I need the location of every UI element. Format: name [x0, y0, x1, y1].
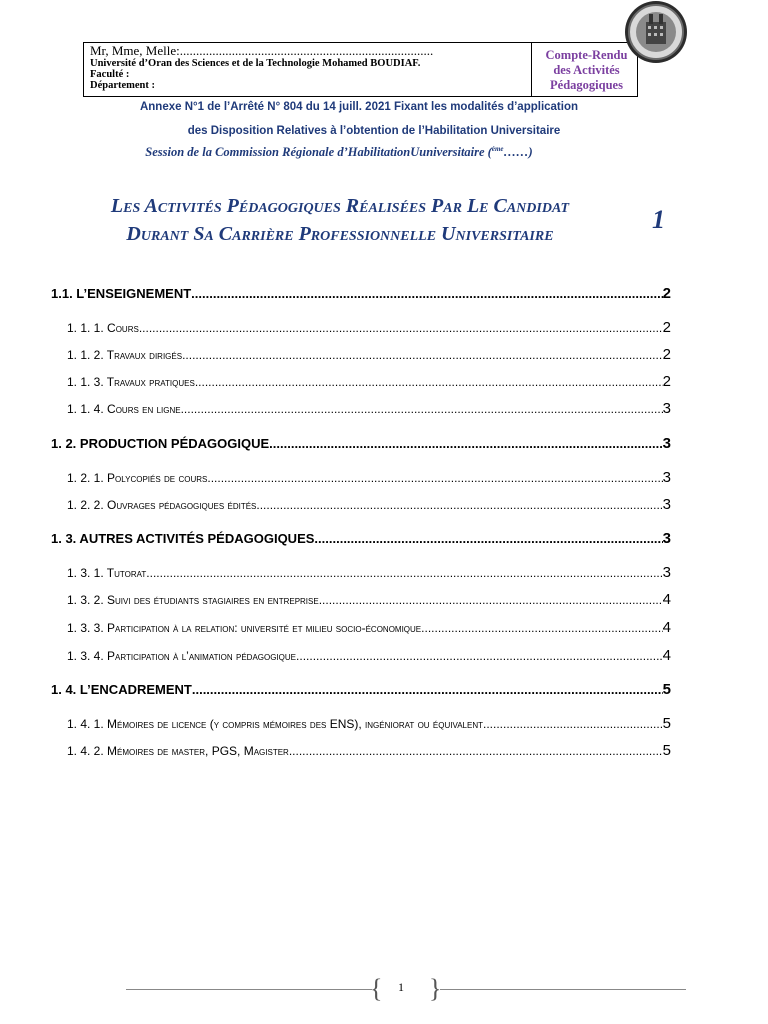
footer-rule-left	[126, 989, 372, 990]
annex-reference: Annexe N°1 de l’Arrêté N° 804 du 14 juill. 2021 Fixant les modalités d’application	[139, 101, 579, 113]
toc-entry[interactable]	[67, 373, 671, 390]
toc-page: 5	[662, 681, 671, 698]
toc-page: 2	[662, 373, 671, 390]
toc-label: 1. 1. 4. Cours en ligne	[67, 402, 181, 416]
toc-page: 4	[662, 619, 671, 636]
toc-page: 3	[662, 400, 671, 417]
toc-label: 1. 3. 4. Participation à l’animation pédagogique	[67, 649, 297, 663]
toc-leader	[139, 321, 663, 335]
session-ordinal: ème	[491, 145, 504, 153]
toc-entry[interactable]	[51, 681, 671, 698]
toc-leader	[483, 717, 663, 731]
toc-entry[interactable]	[67, 496, 671, 513]
session-main: Session de la Commission Régionale d’HabilitationUuniversitaire (	[145, 145, 492, 160]
chapter-title-line-1: Les Activités Pédagogiques Réalisées Par Le Candidat	[110, 195, 570, 217]
university-emblem-icon	[620, 0, 692, 68]
page-number: 1	[398, 980, 404, 994]
toc-label: 1. 3. 3. Participation à la relation: université et milieu socio-économique	[67, 621, 422, 635]
toc-label: 1.1. L’ENSEIGNEMENT	[51, 286, 192, 301]
toc-label: 1. 2. 1. Polycopiés de cours	[67, 471, 208, 485]
toc-entry[interactable]	[67, 346, 671, 363]
toc-page: 3	[662, 435, 671, 452]
toc-page: 2	[662, 319, 671, 336]
toc-page: 2	[662, 346, 671, 363]
toc-entry[interactable]	[67, 742, 671, 759]
chapter-title-line-2: Durant Sa Carrière Professionnelle Universitaire	[126, 223, 554, 245]
university-line: Université d’Oran des Sciences et de la Technologie Mohamed BOUDIAF.	[90, 58, 421, 69]
toc-label: 1. 3. 2. Suivi des étudiants stagiaires en entreprise	[67, 593, 319, 607]
toc-page: 3	[662, 469, 671, 486]
toc-label: 1. 4. 1. Mémoires de licence (y compris mémoires des ENS), ingéniorat ou équivalent	[67, 717, 483, 731]
toc-label: 1. 1. 1. Cours	[67, 321, 139, 335]
toc-entry[interactable]	[67, 319, 671, 336]
toc-entry[interactable]	[67, 619, 671, 636]
toc-page: 3	[662, 564, 671, 581]
toc-entry[interactable]	[67, 469, 671, 486]
toc-leader	[181, 402, 663, 416]
toc-page: 3	[662, 496, 671, 513]
toc-page: 4	[662, 647, 671, 664]
toc-entry[interactable]	[51, 285, 671, 302]
toc-label: 1. 2. PRODUCTION PÉDAGOGIQUE	[51, 436, 270, 451]
toc-entry[interactable]	[67, 591, 671, 608]
toc-label: 1. 4. 2. Mémoires de master, PGS, Magister	[67, 744, 289, 758]
footer-rule-right	[440, 989, 686, 990]
toc-page: 5	[662, 715, 671, 732]
footer-bracket-left: {	[370, 974, 383, 1003]
header-box	[83, 42, 638, 97]
toc-leader	[421, 621, 663, 635]
toc-leader	[182, 348, 663, 362]
session-end: ……)	[503, 145, 533, 160]
toc-label: 1. 3. 1. Tutorat	[67, 566, 147, 580]
toc-leader	[319, 593, 663, 607]
department-line: Département :	[90, 80, 156, 91]
toc-leader	[256, 498, 662, 512]
toc-label: 1. 1. 3. Travaux pratiques	[67, 375, 195, 389]
chapter-number: 1	[652, 205, 665, 234]
toc-leader	[314, 531, 662, 546]
name-line: Mr, Mme, Melle:..............................................................................	[90, 43, 434, 58]
report-type-line-1: Compte-Rendu	[545, 48, 628, 62]
toc-entry[interactable]	[67, 400, 671, 417]
toc-page: 3	[662, 530, 671, 547]
faculty-line: Faculté :	[90, 69, 130, 80]
toc-label: 1. 3. AUTRES ACTIVITÉS PÉDAGOGIQUES	[51, 531, 315, 546]
toc-entry[interactable]	[67, 647, 671, 664]
toc-entry[interactable]	[51, 435, 671, 452]
footer-bracket-right: }	[429, 974, 442, 1003]
toc-leader	[191, 286, 663, 301]
toc-leader	[146, 566, 662, 580]
toc-label: 1. 1. 2. Travaux dirigés	[67, 348, 183, 362]
chapter-title	[40, 192, 640, 248]
header-identity	[84, 43, 532, 96]
toc-leader	[192, 682, 663, 697]
toc-page: 4	[662, 591, 671, 608]
annex-subject: des Disposition Relatives à l’obtention de l’Habilitation Universitaire	[187, 125, 561, 137]
toc-label: 1. 2. 2. Ouvrages pédagogiques édités	[67, 498, 257, 512]
report-type-line-3: Pédagogiques	[550, 78, 623, 92]
toc-leader	[296, 649, 663, 663]
toc-leader	[207, 471, 662, 485]
toc-page: 5	[662, 742, 671, 759]
toc-leader	[269, 436, 663, 451]
toc-page: 2	[662, 285, 671, 302]
report-type-line-2: des Activités	[553, 63, 620, 77]
toc-leader	[289, 744, 663, 758]
session-line	[0, 145, 723, 160]
toc-leader	[195, 375, 663, 389]
toc-label: 1. 4. L’ENCADREMENT	[51, 682, 192, 697]
toc-entry[interactable]	[51, 530, 671, 547]
toc-entry[interactable]	[67, 715, 671, 732]
toc-entry[interactable]	[67, 564, 671, 581]
